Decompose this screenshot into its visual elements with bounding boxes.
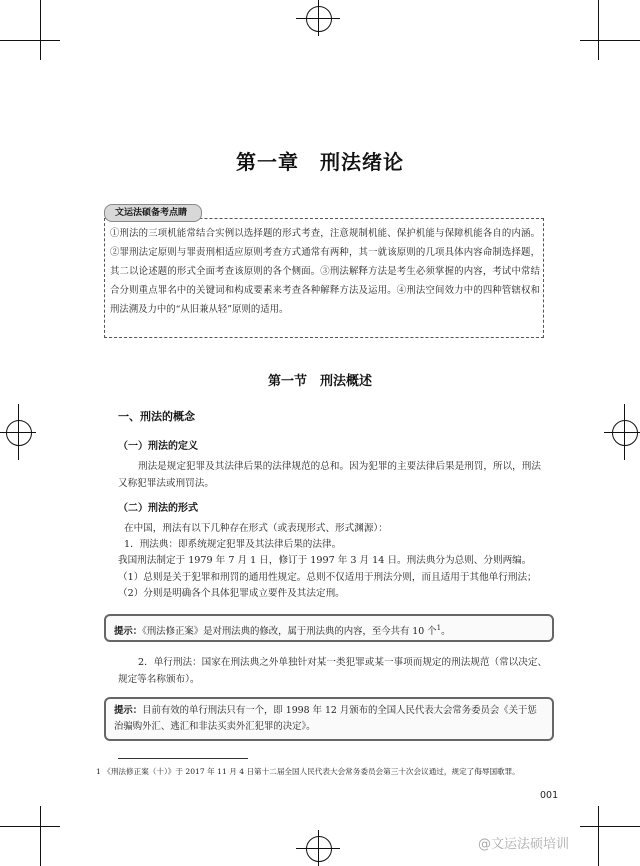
page-number: 001 [540, 790, 559, 801]
trim-line [598, 806, 599, 866]
single-item-paragraph: 2．单行刑法：国家在刑法典之外单独针对某一类犯罪或某一事项而规定的刑法规范（常以决定、规定等名称颁布）。 [118, 657, 548, 685]
code-specific-rule: （2）分则是明确各个具体犯罪成立要件及其法定刑。 [118, 588, 345, 599]
chapter-title: 第一章 刑法绪论 [236, 150, 404, 174]
section-title: 第一节 刑法概述 [267, 374, 372, 389]
heading-concept: 一、刑法的概念 [118, 410, 195, 423]
footnote-ref[interactable]: 1 [436, 624, 442, 632]
trim-line [598, 0, 599, 60]
exam-points-text: ①刑法的三项机能常结合实例以选择题的形式考查，注意规制机能、保护机能与保障机能各自的内涵。②罪刑法定原则与罪责刑相适应原则考查方式通常有两种，其一就该原则的几项具体内容命制选择题，其二以论述题的形式全面考查该原则的各个侧面。③刑法解释方法是考生必须掌握的内容，考试中常结合分则重点罪名中的关键词和构成要素来考查各种解释方法及运用。④刑法空间效力中的四种管辖权和刑法溯及力中的“从旧兼从轻”原则的适用。 [110, 228, 540, 315]
footnote-rule [118, 758, 248, 759]
tip-label: 提示： [114, 705, 143, 716]
trim-line [0, 826, 60, 827]
watermark: @文运法硕培训 [478, 837, 570, 852]
trim-line [580, 40, 640, 41]
tip-text-end: 。 [441, 626, 451, 638]
tip-box-amendment [104, 614, 554, 642]
trim-line [580, 826, 640, 827]
exam-points-tag: 文运法硕备考点睛 [104, 204, 202, 222]
heading-form: （二）刑法的形式 [118, 503, 198, 514]
definition-paragraph: 刑法是规定犯罪及其法律后果的法律规范的总和。因为犯罪的主要法律后果是刑罚，所以，刑法又称犯罪法或刑罚法。 [118, 461, 541, 489]
code-detail: 我国刑法制定于 1979 年 7 月 1 日，修订于 1997 年 3 月 14 日。刑法典分为总则、分则两编。 [118, 555, 532, 566]
form-intro: 在中国，刑法有以下几种存在形式（或表现形式、形式渊源）： [124, 523, 388, 534]
trim-line [0, 40, 60, 41]
code-general-rule: （1）总则是关于犯罪和刑罚的通用性规定。总则不仅适用于刑法分则，而且适用于其他单行刑法； [118, 572, 537, 583]
tip-text: 《刑法修正案》是对刑法典的修改，属于刑法典的内容，至今共有 10 个 [142, 626, 437, 638]
heading-definition: （一）刑法的定义 [118, 441, 198, 452]
trim-line [40, 0, 41, 60]
trim-line [40, 806, 41, 866]
code-item: 1．刑法典：即系统规定犯罪及其法律后果的法律。 [124, 539, 342, 550]
footnote: 1 《刑法修正案（十）》于 2017 年 11 月 4 日第十二届全国人民代表大会常务委员会第三十次会议通过，规定了侮辱国歌罪。 [96, 767, 520, 776]
tip-label: 提示： [114, 626, 143, 638]
tip-box-single-law [104, 697, 554, 741]
tip-text: 目前有效的单行刑法只有一个，即 1998 年 12 月颁布的全国人民代表大会常务委员会《关于惩治骗购外汇、逃汇和非法买卖外汇犯罪的决定》。 [114, 705, 537, 732]
